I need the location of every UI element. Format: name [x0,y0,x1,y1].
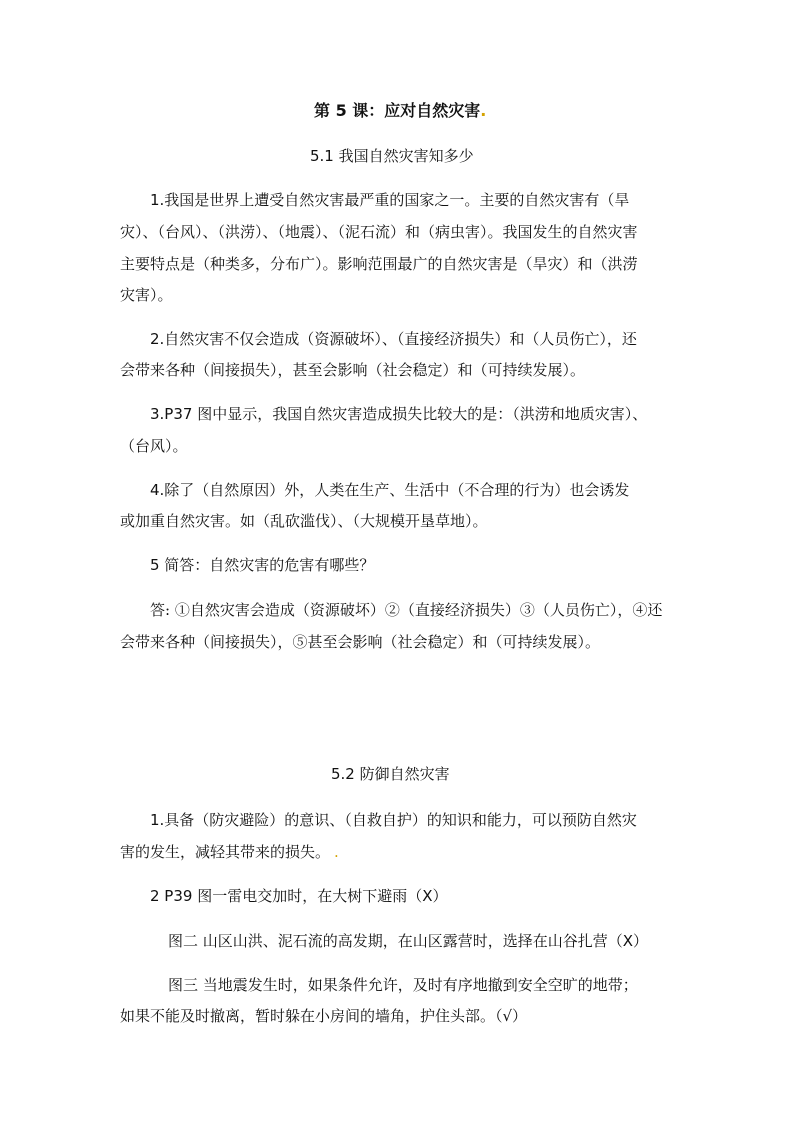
section2-figure-3-line-1: 图三 当地震发生时，如果条件允许，及时有序地撤到安全空旷的地带； [168,976,638,994]
paragraph-4-line-1: 4.除了（自然原因）外，人类在生产、生活中（不合理的行为）也会诱发 [150,481,630,499]
paragraph-1-line-4: 灾害）。 [120,286,173,304]
section2-figure-2: 图二 山区山洪、泥石流的高发期，在山区露营时，选择在山谷扎营（X） [168,932,649,950]
section2-item-2: 2 P39 图一雷电交加时，在大树下避雨（X） [150,887,448,905]
lesson-title [314,101,486,121]
paragraph-3-line-2: （台风）。 [120,437,188,455]
paragraph-2-line-2: 会带来各种（间接损失），甚至会影响（社会稳定）和（可持续发展）。 [120,361,586,379]
answer-line-2: 会带来各种（间接损失），⑤甚至会影响（社会稳定）和（可持续发展）。 [120,633,601,651]
title-mark: . [480,101,487,120]
paragraph-mark: . [334,843,339,861]
section-heading-5-2: 5.2 防御自然灾害 [331,765,450,783]
section-heading-5-1: 5.1 我国自然灾害知多少 [310,147,474,165]
section2-paragraph-1-line-2-text: 害的发生，减轻其带来的损失。 [120,843,331,861]
paragraph-1-line-3: 主要特点是（种类多，分布广）。影响范围最广的自然灾害是（旱灾）和（洪涝 [120,255,638,273]
paragraph-3-line-1: 3.P37 图中显示，我国自然灾害造成损失比较大的是：（洪涝和地质灾害）、 [150,405,648,423]
section2-paragraph-1-line-2 [120,842,339,862]
section2-paragraph-1-line-1: 1.具备（防灾避险）的意识、（自救自护）的知识和能力，可以预防自然灾 [150,811,637,829]
lesson-title-text: 第 5 课：应对自然灾害 [314,101,481,120]
question-5: 5 简答：自然灾害的危害有哪些？ [150,556,375,574]
paragraph-2-line-1: 2.自然灾害不仅会造成（资源破坏）、（直接经济损失）和（人员伤亡），还 [150,330,637,348]
paragraph-1-line-2: 灾）、（台风）、（洪涝）、（地震）、（泥石流）和（病虫害）。我国发生的自然灾害 [120,223,638,241]
paragraph-4-line-2: 或加重自然灾害。如（乱砍滥伐）、（大规模开垦草地）。 [120,512,488,530]
section2-figure-3-line-2: 如果不能及时撤离，暂时躲在小房间的墙角，护住头部。（√） [120,1007,528,1025]
answer-line-1: 答: ①自然灾害会造成（资源破坏）②（直接经济损失）③（人员伤亡），④还 [150,601,663,619]
paragraph-1-line-1: 1.我国是世界上遭受自然灾害最严重的国家之一。主要的自然灾害有（旱 [150,191,630,209]
